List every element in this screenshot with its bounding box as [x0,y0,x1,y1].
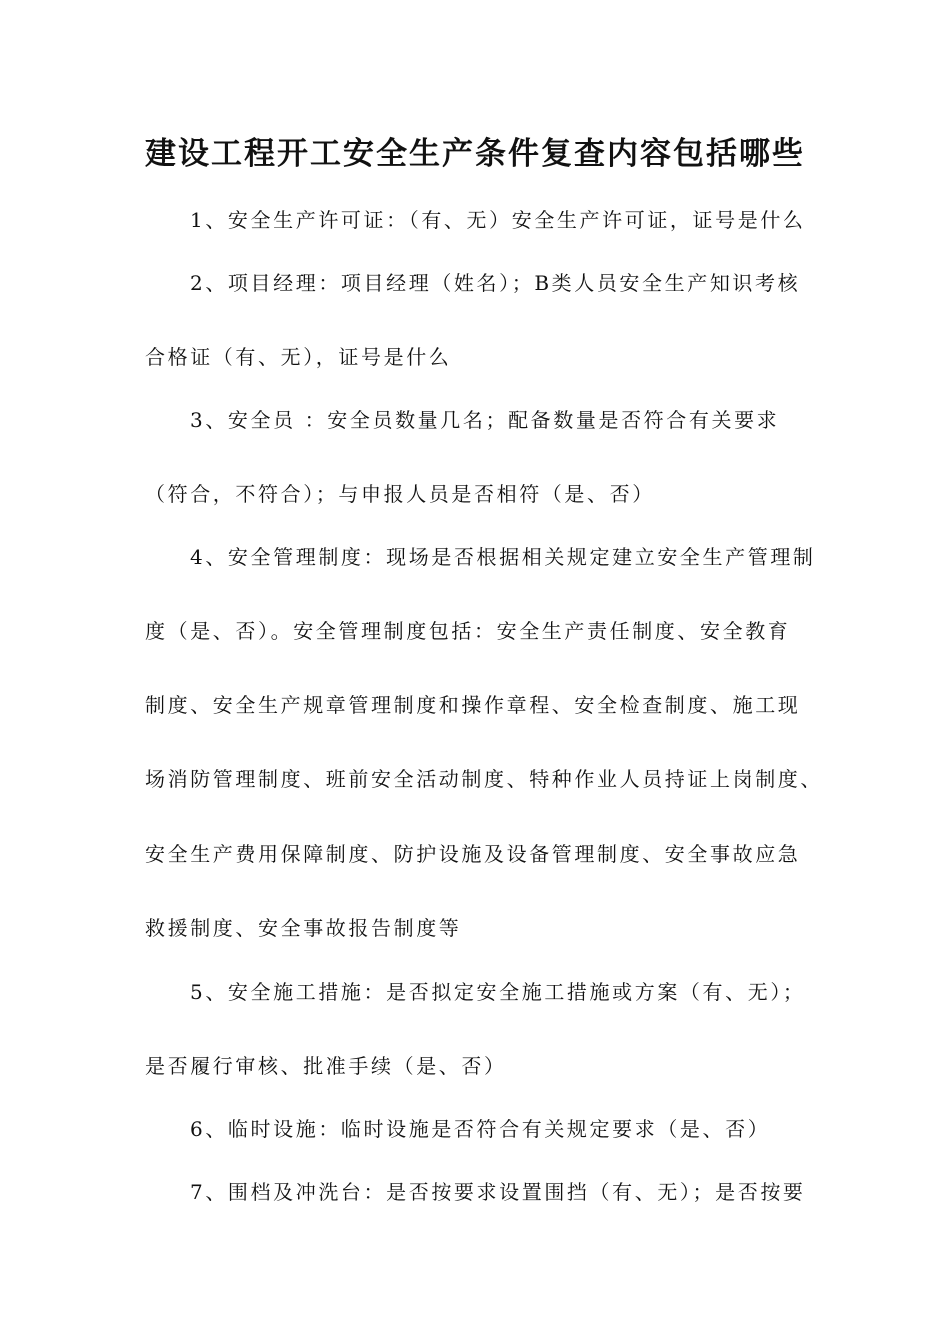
item-2-line-1: 2、项目经理：项目经理（姓名）；B类人员安全生产知识考核 [190,271,801,295]
item-4-line-5: 安全生产费用保障制度、防护设施及设备管理制度、安全事故应急 [145,842,801,866]
item-4-line-1: 4、安全管理制度：现场是否根据相关规定建立安全生产管理制 [190,545,816,569]
item-7-line-1: 7、围档及冲洗台：是否按要求设置围挡（有、无）；是否按要 [190,1180,806,1204]
item-4-line-2: 度（是、否）。安全管理制度包括：安全生产责任制度、安全教育 [145,619,791,643]
item-4-line-6: 救援制度、安全事故报告制度等 [145,916,462,940]
item-4-line-3: 制度、安全生产规章管理制度和操作章程、安全检查制度、施工现 [145,693,801,717]
document-title: 建设工程开工安全生产条件复查内容包括哪些 [145,136,805,172]
item-5-line-2: 是否履行审核、批准手续（是、否） [145,1054,507,1078]
item-4-line-4: 场消防管理制度、班前安全活动制度、特种作业人员持证上岗制度、 [145,767,823,791]
item-2-line-2: 合格证（有、无），证号是什么 [145,345,452,369]
item-3-line-2: （符合，不符合）；与申报人员是否相符（是、否） [145,482,655,506]
item-1-line-1: 1、安全生产许可证：（有、无）安全生产许可证，证号是什么 [190,208,806,232]
item-5-line-1: 5、安全施工措施：是否拟定安全施工措施或方案（有、无）； [190,980,806,1004]
item-3-line-1: 3、安全员 ：安全员数量几名；配备数量是否符合有关要求 [190,408,780,432]
item-6-line-1: 6、临时设施：临时设施是否符合有关规定要求（是、否） [190,1117,771,1141]
